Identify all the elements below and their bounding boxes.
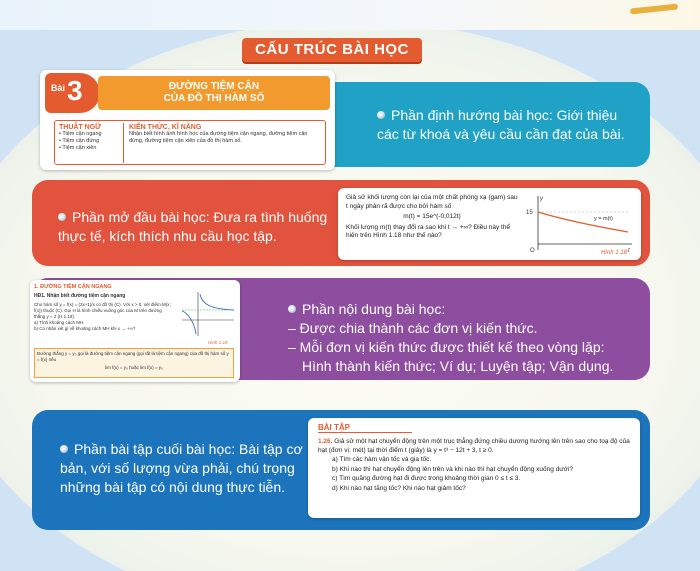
skills-heading: KIẾN THỨC, KĨ NĂNG bbox=[129, 124, 202, 131]
figure-caption: Hình 1.18 bbox=[600, 250, 627, 256]
intro-card: Giả sử khối lượng còn lại của một chất phóng xạ (gam) sau t ngày phân rã được cho bởi hàm số m(t) = 15e^(-0,012t) Khối lượng m(t) thay đổi ra sao khi t → +∞? Điều này thể hiện trên Hình 1.18 như thế nào? 15 y O t y = m(t) Hình 1.18 bbox=[338, 188, 641, 260]
bullet-icon bbox=[58, 213, 66, 221]
graph-tick: 15 bbox=[526, 210, 533, 216]
term-item: • Tiệm cận xiên bbox=[59, 145, 97, 151]
terms-heading: THUẬT NGỮ bbox=[59, 124, 101, 131]
top-decoration bbox=[0, 0, 700, 30]
page-title: CẤU TRÚC BÀI HỌC bbox=[242, 38, 422, 62]
content-figure-caption: Hình 1.19 bbox=[208, 340, 228, 345]
bullet-icon bbox=[377, 111, 385, 119]
section3-line4: Hình thành kiến thức; Ví dụ; Luyện tập; Vận dụng. bbox=[302, 358, 614, 374]
lesson-terms-box bbox=[54, 120, 326, 165]
graph-y-label: y bbox=[540, 196, 543, 202]
exercise-item: d) Khi nào hạt tăng tốc? Khi nào hạt giảm tốc? bbox=[332, 484, 466, 492]
graph-x-label: t bbox=[628, 248, 630, 254]
definition-box: Đường thẳng y = y₀ gọi là đường tiệm cận ngang (gọi tắt là tiệm cận ngang) của đồ thị hàm số y = f(x) nếu lim f(x) = y₀ hoặc lim f(x) = y₀ bbox=[34, 348, 234, 378]
exercise-text: Giả sử một hạt chuyển động trên một trục thẳng đứng chiều dương hướng lên trên sao cho toạ độ của hạt (đơn vị: mét) tại thời điểm t (giây) là y = t³ − 12t + 3, t ≥ 0. bbox=[318, 438, 630, 454]
content-card: 1. ĐƯỜNG TIỆM CẬN NGANG HĐ1. Nhận biết đường tiệm cận ngang Cho hàm số y = f(x) = (2x+1)/x có đồ thị (C). Với x > 0, xét điểm M(x; f(x)) thuộc (C). Gọi H là hình chiếu vuông góc của M trên đường thẳng y = 2 (H.1.19). a) Tính khoảng cách MH. b) Có nhận xét gì về khoảng cách MH khi x → +∞? Hình 1.19 Đường thẳng y = y₀ gọi là đường tiệm cận ngang (gọi tắt là tiệm cận ngang) của đồ thị hàm số y = f(x) nếu lim f(x) = y₀ hoặc lim f(x) = y₀ bbox=[30, 280, 240, 382]
exercise-item: c) Tìm quãng đường hạt đi được trong khoảng thời gian 0 ≤ t ≤ 3. bbox=[332, 475, 521, 482]
lesson-badge: Bài 3 bbox=[45, 73, 100, 113]
content-card-sub: HĐ1. Nhận biết đường tiệm cận ngang bbox=[34, 293, 126, 299]
lesson-card bbox=[40, 70, 335, 170]
lesson-title: ĐƯỜNG TIỆM CẬN CỦA ĐỒ THỊ HÀM SỐ bbox=[98, 76, 330, 110]
section3-line3: – Mỗi đơn vị kiến thức được thiết kế theo vòng lặp: bbox=[288, 339, 605, 355]
term-item: • Tiệm cận đứng bbox=[59, 138, 100, 144]
exercise-card bbox=[308, 418, 640, 518]
bullet-icon bbox=[288, 305, 296, 313]
exercise-item: a) Tìm các hàm vận tốc và gia tốc. bbox=[332, 456, 432, 463]
bullet-icon bbox=[60, 445, 68, 453]
graph-origin: O bbox=[530, 248, 535, 254]
exercise-heading: BÀI TẬP bbox=[318, 423, 350, 432]
section1-text: Phần định hướng bài học: Giới thiệu các từ khoá và yêu cầu cần đạt của bài. bbox=[377, 107, 625, 142]
section3-line1: Phần nội dung bài học: bbox=[302, 301, 446, 317]
skills-text: Nhận biết hình ảnh hình học của đường tiệm cận ngang, đường tiệm cận đứng, đường tiệm cận xiên của đồ thị hàm số. bbox=[129, 131, 308, 144]
exercise-item: b) Khi nào thì hạt chuyển động lên trên và khi nào thì hạt chuyển động xuống dưới? bbox=[332, 465, 573, 473]
asymptote-graph bbox=[178, 290, 236, 338]
decay-curve bbox=[538, 212, 628, 232]
exercise-number: 1.26. bbox=[318, 438, 333, 445]
curve-label: y = m(t) bbox=[594, 216, 613, 222]
content-card-heading: 1. ĐƯỜNG TIỆM CẬN NGANG bbox=[34, 284, 112, 290]
section3-line2: – Được chia thành các đơn vị kiến thức. bbox=[288, 320, 538, 336]
section4-text: Phần bài tập cuối bài học: Bài tập cơ bản, với số lượng vừa phải, chú trọng những bài tập có nội dung thực tiễn. bbox=[60, 441, 303, 495]
section2-text: Phần mở đầu bài học: Đưa ra tình huống thực tế, kích thích nhu cầu học tập. bbox=[58, 209, 328, 244]
decay-graph bbox=[524, 192, 636, 258]
term-item: • Tiệm cận ngang bbox=[59, 131, 102, 137]
